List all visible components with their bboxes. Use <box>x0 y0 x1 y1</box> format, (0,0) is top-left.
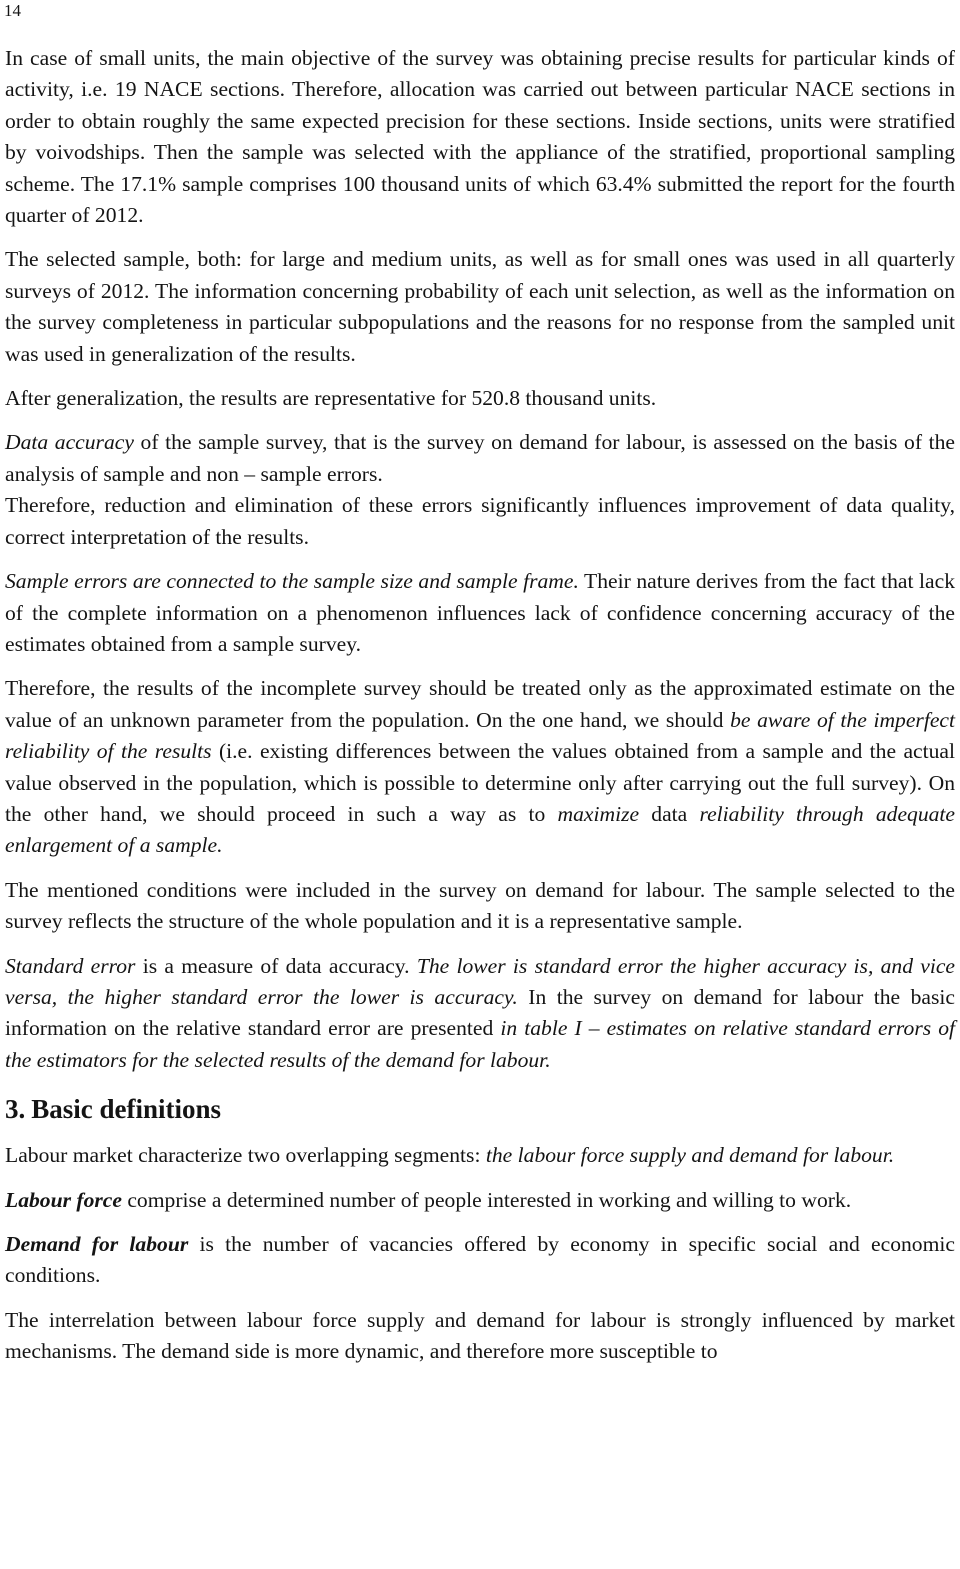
paragraph-p2 <box>5 244 955 370</box>
text-run: After generalization, the results are representative for 520.8 thousand units. <box>5 386 657 411</box>
section-title: Basic definitions <box>31 1094 222 1125</box>
italic-text: the labour force supply and demand for labour. <box>485 1143 895 1168</box>
text-run: Therefore, reduction and elimination of these errors significantly influences improvement of data quality, correct interpretation of the results. <box>5 493 955 549</box>
text-run: data <box>639 801 700 826</box>
paragraph-p5 <box>5 490 955 553</box>
section-heading <box>5 1092 955 1126</box>
paragraph-p1 <box>5 43 955 231</box>
page-number: 14 <box>4 1 21 20</box>
paragraph-p13 <box>5 1305 955 1368</box>
text-run: Therefore, the results of the incomplete survey should be treated only as the approximated estimate on the value of an unknown parameter from the population. On the one hand, we should <box>5 676 955 732</box>
text-run: (i.e. existing differences between the values obtained from a sample and the actual value observed in the population, which is possible to determine only after carrying out the full survey). On the other hand, we should proceed in such a way as to <box>5 739 955 826</box>
italic-text: maximize <box>557 801 640 826</box>
italic-text: Data accuracy <box>5 430 134 455</box>
bold-italic-term: Labour force <box>5 1187 122 1212</box>
text-run: The mentioned conditions were included in the survey on demand for labour. The sample selected to the survey reflects the structure of the whole population and it is a representative sample. <box>5 877 955 934</box>
text-run: is a measure of data accuracy. <box>135 953 417 978</box>
paragraph-p3 <box>5 383 955 414</box>
italic-text: Standard error <box>5 953 136 978</box>
paragraph-p4 <box>5 427 955 490</box>
text-run: The selected sample, both: for large and medium units, as well as for small ones was used in all quarterly surveys of 2012. The information concerning probability of each unit selection, as well as the information on the survey completeness in particular subpopulations and the reasons for no response from the sampled unit was used in generalization of the results. <box>5 247 955 366</box>
text-run: of the sample survey, that is the survey on demand for labour, is assessed on the basis of the analysis of sample and non – sample errors. <box>5 430 956 486</box>
paragraph-p12 <box>5 1229 955 1292</box>
text-run: Their nature derives from the fact that lack of the complete information on a phenomenon influences lack of confidence concerning accuracy of the estimates obtained from a sample survey. <box>5 569 955 656</box>
paragraph-p6 <box>5 566 955 660</box>
italic-text: reliability through adequate enlargement of a sample. <box>5 801 956 858</box>
text-run: In case of small units, the main objective of the survey was obtaining precise results for particular kinds of activity, i.e. 19 NACE sections. Therefore, allocation was carried out between particular NACE sections in order to obtain roughly the same expected precision for these sections. Inside sections, units were stratified by voivodships. Then the sample was selected with the appliance of the stratified, proportional sampling scheme. The 17.1% sample comprises 100 thousand units of which 63.4% submitted the report for the fourth quarter of 2012. <box>5 46 955 228</box>
text-run: The interrelation between labour force supply and demand for labour is strongly influenced by market mechanisms. The demand side is more dynamic, and therefore more susceptible to <box>5 1307 955 1364</box>
section-number: 3. <box>5 1094 26 1125</box>
text-run: is the number of vacancies offered by economy in specific social and economic conditions. <box>5 1232 955 1288</box>
document-body <box>5 43 955 1381</box>
paragraph-p9 <box>5 951 955 1077</box>
italic-text: The lower is standard error the higher accuracy is, and vice versa, the higher standard error the lower is accuracy. <box>5 953 955 1009</box>
italic-text: in table I – estimates on relative standard errors of the estimators for the selected results of the demand for labour. <box>5 1016 955 1072</box>
paragraph-p11 <box>5 1185 955 1216</box>
paragraphs-before-section <box>5 43 955 1076</box>
text-run: comprise a determined number of people interested in working and willing to work. <box>121 1187 852 1212</box>
italic-text: Sample errors are connected to the sample size and sample frame. <box>5 569 579 594</box>
paragraphs-after-section <box>5 1140 955 1367</box>
text-run: Labour market characterize two overlapping segments: <box>5 1143 486 1168</box>
text-run: In the survey on demand for labour the basic information on the relative standard error are presented <box>5 984 955 1041</box>
paragraph-p10 <box>5 1140 955 1171</box>
italic-text: be aware of the imperfect reliability of the results <box>5 707 955 764</box>
bold-italic-term: Demand for labour <box>5 1232 189 1256</box>
paragraph-p7 <box>5 673 955 861</box>
paragraph-p8 <box>5 875 955 938</box>
